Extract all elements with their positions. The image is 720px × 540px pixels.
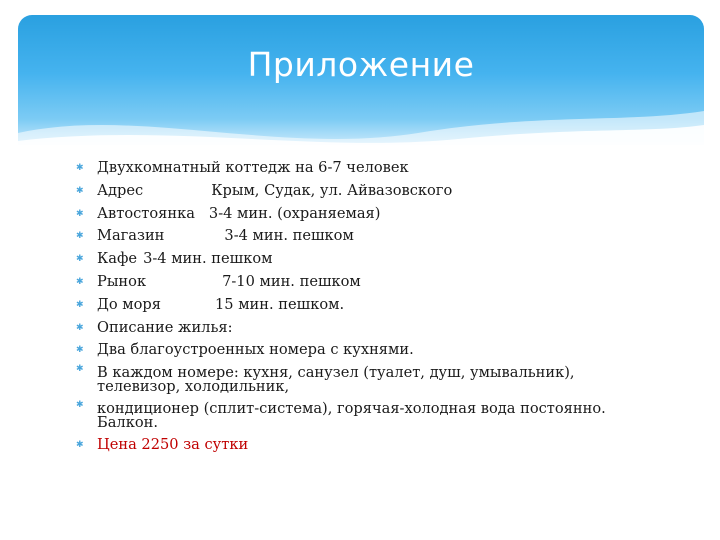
item-value: Крым, Судак, ул. Айвазовского <box>211 181 453 199</box>
item-label: Рынок <box>97 272 147 290</box>
asterisk-icon: ✱ <box>76 299 84 310</box>
asterisk-icon: ✱ <box>76 254 84 265</box>
list-item: ✱ кондиционер (сплит-система), горячая-холодная вода постоянно. Балкон. <box>76 400 606 432</box>
price-text: Цена 2250 за сутки <box>97 436 249 454</box>
asterisk-icon: ✱ <box>76 345 84 356</box>
list-item <box>76 434 676 457</box>
asterisk-icon: ✱ <box>76 163 84 173</box>
asterisk-icon: ✱ <box>76 322 84 333</box>
list-item <box>76 203 676 226</box>
list-item <box>76 271 676 294</box>
list-item <box>76 248 676 271</box>
asterisk-icon: ✱ <box>76 276 84 287</box>
slide-content <box>76 157 676 457</box>
asterisk-icon: ✱ <box>76 440 84 451</box>
item-value: 3-4 мин. (охраняемая) <box>208 204 381 222</box>
item-label: Автостоянка <box>97 204 195 222</box>
asterisk-icon: ✱ <box>76 208 84 219</box>
item-label: Адрес <box>97 181 144 199</box>
list-item <box>76 225 676 248</box>
asterisk-icon: ✱ <box>76 364 84 375</box>
slide-title: Приложение <box>247 45 475 84</box>
item-label: До моря <box>97 295 161 313</box>
list-item <box>76 294 676 317</box>
item-label: Кафе <box>97 250 138 268</box>
list-item <box>76 180 676 203</box>
slide-header <box>18 15 704 145</box>
list-item: ✱ Два благоустроенных номера с кухнями. <box>76 339 676 362</box>
bullet-list <box>76 157 676 457</box>
list-item: ✱ Описание жилья: <box>76 317 676 340</box>
item-label: Магазин <box>97 227 165 245</box>
item-value: 15 мин. пешком. <box>214 295 345 313</box>
item-value: 3-4 мин. пешком <box>143 250 273 268</box>
asterisk-icon: ✱ <box>76 400 84 411</box>
asterisk-icon: ✱ <box>76 231 84 242</box>
list-item: ✱ В каждом номере: кухня, санузел (туалет, душ, умывальник), телевизор, холодильник, <box>76 364 575 396</box>
item-value: 7-10 мин. пешком <box>222 272 361 290</box>
item-value: 3-4 мин. пешком <box>224 227 354 245</box>
list-item: ✱ Двухкомнатный коттедж на 6-7 человек <box>76 157 676 180</box>
asterisk-icon: ✱ <box>76 185 84 196</box>
